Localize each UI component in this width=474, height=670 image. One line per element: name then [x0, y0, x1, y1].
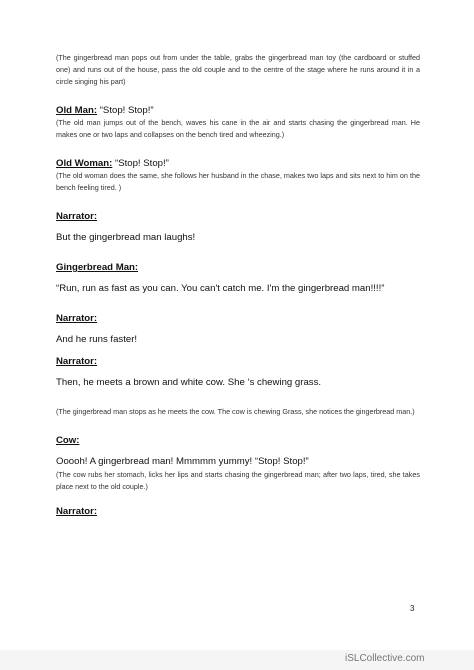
speaker-narrator: [56, 312, 420, 325]
speaker-name: Narrator:: [56, 506, 98, 517]
speaker-cow: [56, 434, 420, 447]
stage-direction: (The cow rubs her stomach, licks her lips and starts chasing the gingerbread man; after two laps, tired, she takes place next to the old couple.): [56, 470, 420, 491]
script-content: [56, 52, 420, 518]
speaker-name: Narrator:: [56, 211, 98, 222]
speaker-name: Cow:: [56, 435, 80, 446]
speaker-narrator: [56, 505, 420, 518]
stage-direction: (The old woman does the same, she follows her husband in the chase, makes two laps and sits next to him on the bench feeling tired. ): [56, 171, 420, 192]
speaker-name: Narrator:: [56, 356, 98, 367]
stage-direction: (The gingerbread man stops as he meets the cow. The cow is chewing Grass, she notices the gingerbread man.): [56, 407, 415, 416]
dialogue-line: And he runs faster!: [56, 334, 138, 345]
speaker-old-man: [56, 104, 420, 117]
speaker-line: “Stop! Stop!”: [99, 105, 154, 116]
page-number: 3: [410, 604, 415, 613]
dialogue-line: But the gingerbread man laughs!: [56, 232, 196, 243]
speaker-name: Old Woman:: [56, 158, 113, 169]
speaker-name: Old Man:: [56, 105, 98, 116]
speaker-name: Gingerbread Man:: [56, 262, 139, 273]
speaker-gingerbread-man: [56, 261, 420, 274]
stage-direction: (The old man jumps out of the bench, waves his cane in the air and starts chasing the gingerbread man. He makes one or two laps and collapses on the bench tired and wheezing.): [56, 118, 420, 139]
speaker-narrator: [56, 355, 420, 368]
dialogue-line: Ooooh! A gingerbread man! Mmmmm yummy! “Stop! Stop!”: [56, 456, 309, 467]
speaker-name: Narrator:: [56, 313, 98, 324]
stage-direction: (The gingerbread man pops out from under the table, grabs the gingerbread man toy (the cardboard or stuffed one) and runs out of the house, pass the old couple and to the centre of the stage where he runs around it in a circle singing his part): [56, 53, 420, 86]
speaker-line: “Stop! Stop!”: [115, 158, 169, 169]
dialogue-line: “Run, run as fast as you can. You can't catch me. I'm the gingerbread man!!!!”: [56, 283, 385, 294]
dialogue-line: Then, he meets a brown and white cow. She ‘s chewing grass.: [56, 377, 322, 388]
speaker-old-woman: [56, 157, 420, 170]
speaker-narrator: [56, 210, 420, 223]
watermark: iSLCollective.com: [345, 653, 425, 664]
